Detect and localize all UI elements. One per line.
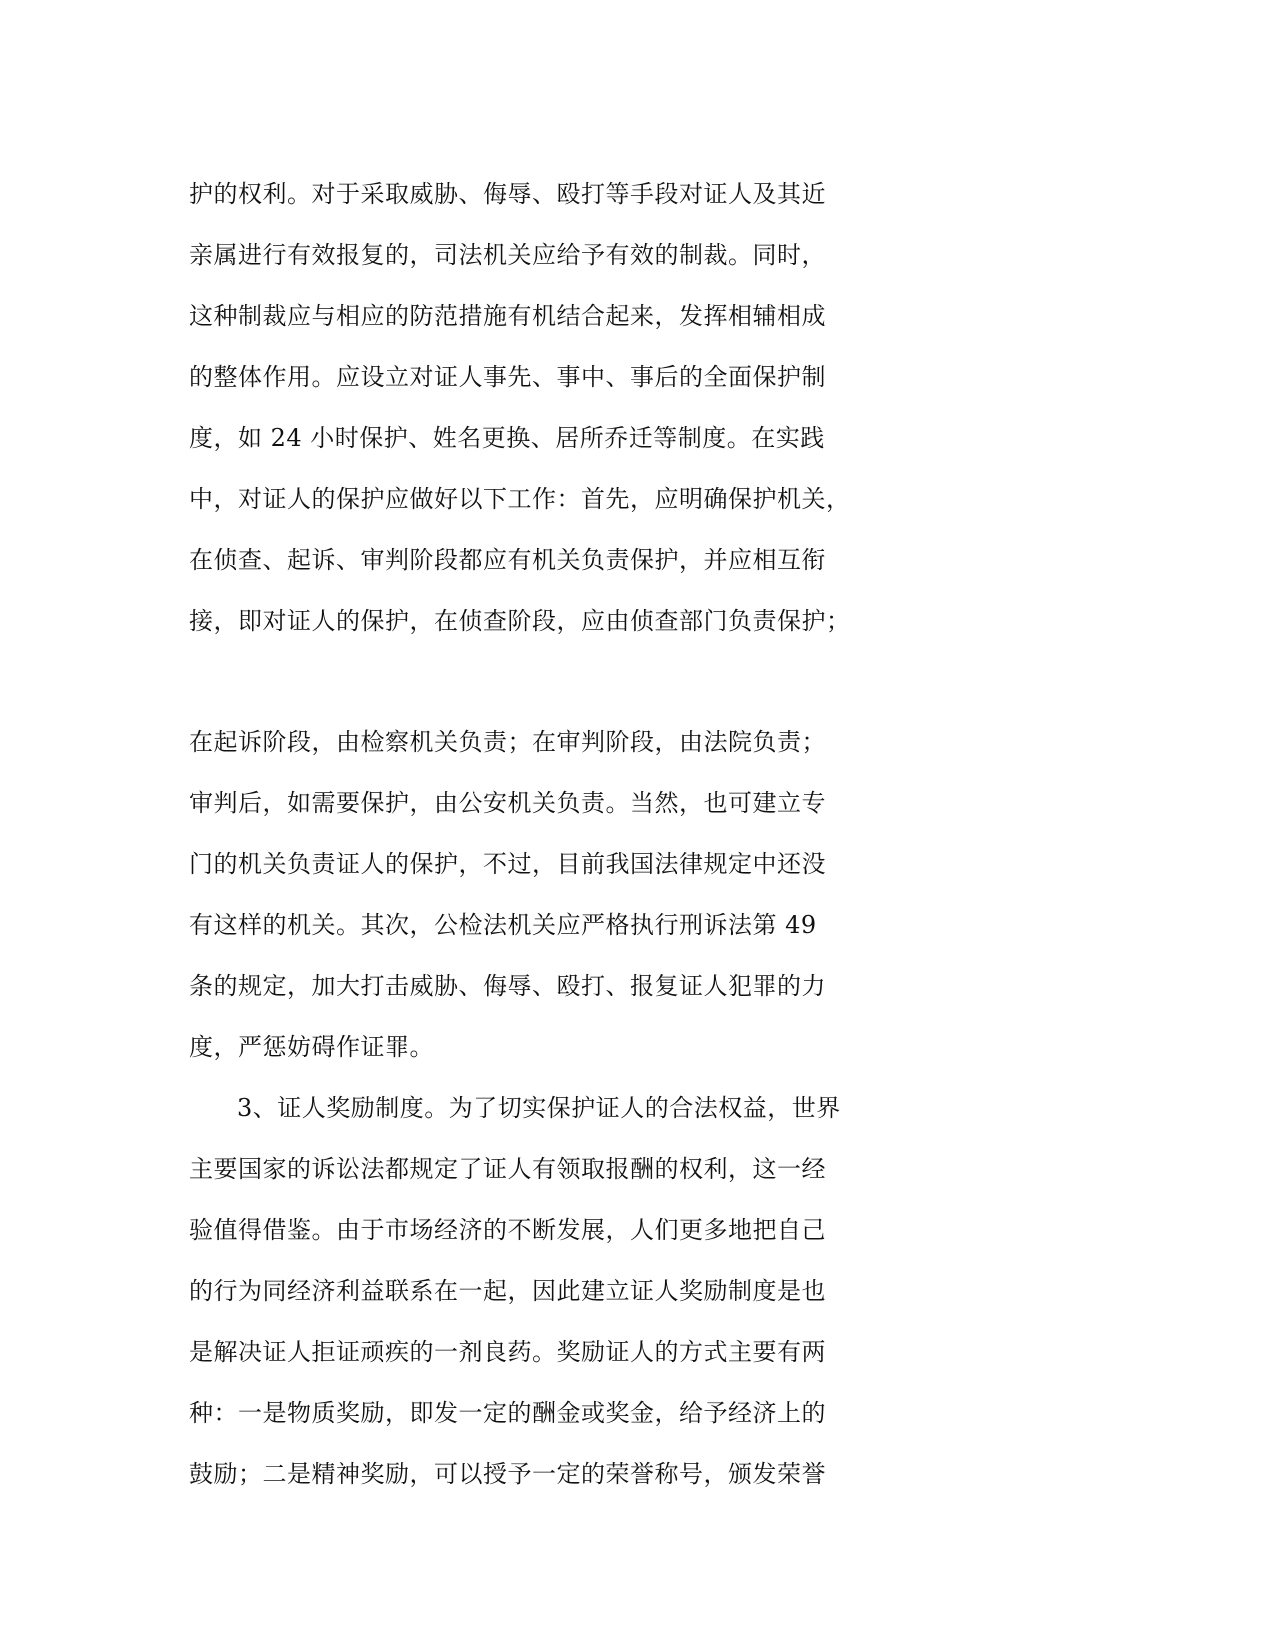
text-line: 是解决证人拒证顽疾的一剂良药。奖励证人的方式主要有两 [189,1338,826,1366]
text-line: 度，如 24 小时保护、姓名更换、居所乔迁等制度。在实践 [189,424,825,452]
text-line: 的整体作用。应设立对证人事先、事中、事后的全面保护制 [189,363,826,391]
text-line: 护的权利。对于采取威胁、侮辱、殴打等手段对证人及其近 [189,180,826,208]
text-line: 在起诉阶段，由检察机关负责；在审判阶段，由法院负责； [189,728,826,756]
text-line: 主要国家的诉讼法都规定了证人有领取报酬的权利，这一经 [189,1155,826,1183]
text-line: 接，即对证人的保护，在侦查阶段，应由侦查部门负责保护； [189,607,851,635]
text-line: 种：一是物质奖励，即发一定的酬金或奖金，给予经济上的 [189,1399,826,1427]
text-line: 有这样的机关。其次，公检法机关应严格执行刑诉法第 49 [189,911,817,939]
text-line: 这种制裁应与相应的防范措施有机结合起来，发挥相辅相成 [189,302,826,330]
paragraph-witness-reward [189,1078,869,1505]
text-line: 度，严惩妨碍作证罪。 [189,1033,434,1061]
text-line: 门的机关负责证人的保护，不过，目前我国法律规定中还没 [189,850,826,878]
text-line: 鼓励；二是精神奖励，可以授予一定的荣誉称号，颁发荣誉 [189,1460,826,1488]
text-line: 条的规定，加大打击威胁、侮辱、殴打、报复证人犯罪的力 [189,972,826,1000]
text-line: 在侦查、起诉、审判阶段都应有机关负责保护，并应相互衔 [189,546,826,574]
paragraph-protection-agencies [189,712,869,1078]
text-line: 审判后，如需要保护，由公安机关负责。当然，也可建立专 [189,789,826,817]
text-line: 的行为同经济利益联系在一起，因此建立证人奖励制度是也 [189,1277,826,1305]
text-line: 验值得借鉴。由于市场经济的不断发展，人们更多地把自己 [189,1216,826,1244]
text-line: 亲属进行有效报复的，司法机关应给予有效的制裁。同时， [189,241,826,269]
text-line: 3、证人奖励制度。为了切实保护证人的合法权益，世界 [237,1094,841,1122]
paragraph-witness-protection [189,164,869,652]
text-line: 中，对证人的保护应做好以下工作：首先，应明确保护机关， [189,485,851,513]
